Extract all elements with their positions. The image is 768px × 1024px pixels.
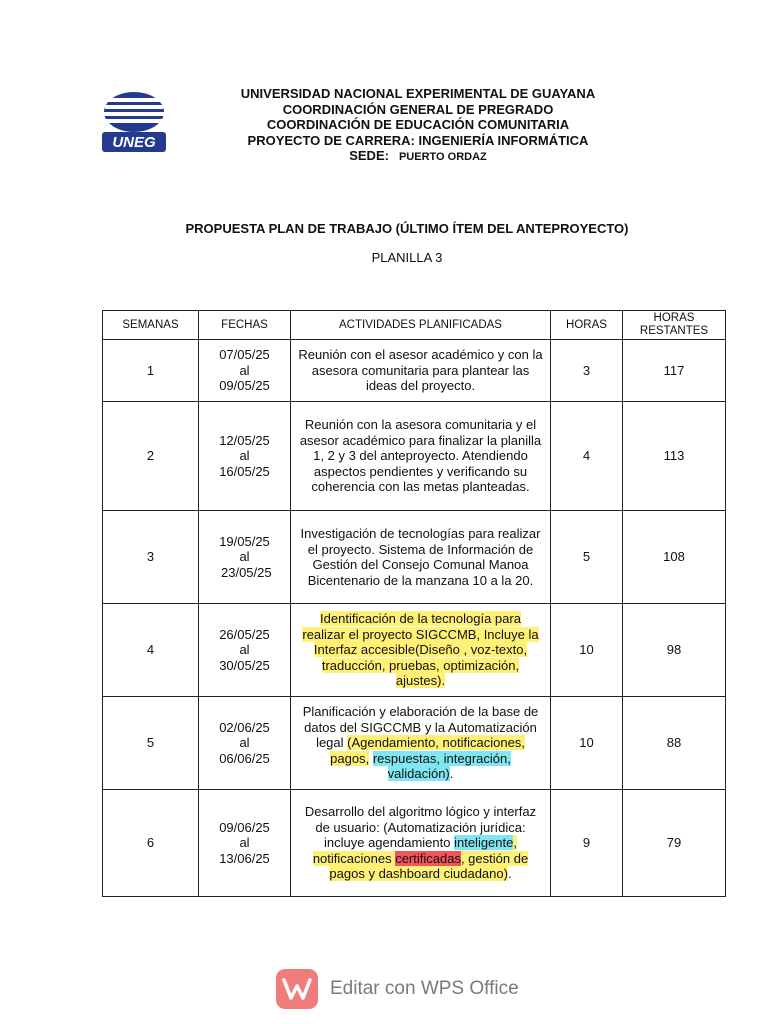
fecha-line: 23/05/25	[217, 564, 272, 580]
cell-horas: 9	[551, 790, 623, 897]
header-line-coordination-comunitaria: COORDINACIÓN DE EDUCACIÓN COMUNITARIA	[266, 117, 570, 132]
fecha-line: 19/05/25	[219, 533, 270, 549]
fecha-line: 09/06/25	[219, 819, 270, 835]
fecha-line: 12/05/25	[219, 432, 270, 448]
fecha-line: 02/06/25	[219, 719, 270, 735]
work-plan-table	[102, 310, 726, 897]
cell-horas: 4	[551, 402, 623, 511]
cell-horas-restantes: 108	[623, 511, 726, 604]
cell-fecha	[199, 604, 291, 697]
table-row	[103, 604, 726, 697]
table-header-row	[103, 311, 726, 340]
fecha-line: al	[239, 448, 250, 464]
fecha-line: al	[239, 835, 250, 851]
cell-actividad	[291, 697, 551, 790]
table-row	[103, 340, 726, 402]
cell-fecha	[199, 790, 291, 897]
header-fechas: FECHAS	[199, 311, 291, 340]
cell-horas-restantes: 113	[623, 402, 726, 511]
table-row	[103, 402, 726, 511]
wps-office-icon	[276, 969, 318, 1009]
actividad-segment: Planificación y elaboración de la base de datos del SIGCCMB y la Automatización legal	[302, 704, 539, 751]
header-line-university: UNIVERSIDAD NACIONAL EXPERIMENTAL DE GUAYANA	[240, 86, 596, 101]
cell-semana: 1	[103, 340, 199, 402]
header-actividades: ACTIVIDADES PLANIFICADAS	[291, 311, 551, 340]
fecha-line: 09/05/25	[219, 378, 270, 394]
actividad-segment: .	[449, 766, 454, 782]
table-body	[103, 340, 726, 897]
header-horas: HORAS	[551, 311, 623, 340]
cell-horas-restantes: 79	[623, 790, 726, 897]
fecha-line: al	[239, 735, 250, 751]
fecha-line: al	[239, 549, 250, 565]
table-row	[103, 697, 726, 790]
cell-fecha	[199, 511, 291, 604]
cell-semana: 5	[103, 697, 199, 790]
cell-semana: 2	[103, 402, 199, 511]
actividad-segment: Investigación de tecnologías para realizar el proyecto. Sistema de Información de Gestión del Consejo Comunal Manoa Bicentenario de la manzana 10 a la 20.	[300, 526, 541, 588]
header-line-coordination-pregrado: COORDINACIÓN GENERAL DE PREGRADO	[282, 101, 554, 117]
institution-header	[200, 86, 636, 166]
cell-fecha	[199, 697, 291, 790]
document-subtitle: PLANILLA 3	[371, 250, 443, 265]
fecha-line: al	[239, 362, 250, 378]
actividad-segment: inteligente	[454, 835, 514, 851]
header-horas-restantes: HORAS RESTANTES	[623, 311, 726, 340]
actividad-segment: Identificación de la tecnología para realizar el proyecto SIGCCMB, Incluye la Interfaz accesible(Diseño , voz-texto, traducción, pruebas, optimización, ajustes).	[302, 611, 539, 689]
fecha-line: 06/06/25	[219, 750, 270, 766]
fecha-line: 07/05/25	[219, 347, 270, 363]
document-title: PROPUESTA PLAN DE TRABAJO (ÚLTIMO ÍTEM DEL ANTEPROYECTO)	[185, 221, 629, 236]
cell-semana: 4	[103, 604, 199, 697]
wps-footer[interactable]	[276, 969, 519, 1009]
cell-actividad	[291, 340, 551, 402]
fecha-line: 30/05/25	[219, 657, 270, 673]
fecha-line: 16/05/25	[219, 463, 270, 479]
cell-actividad	[291, 511, 551, 604]
sede-value: PUERTO ORDAZ	[398, 151, 487, 163]
cell-fecha	[199, 402, 291, 511]
actividad-segment: Desarrollo del algoritmo lógico y interfaz de usuario: (Automatización jurídica: incluye agendamiento	[304, 804, 537, 851]
actividad-segment: .	[507, 866, 512, 882]
cell-horas-restantes: 88	[623, 697, 726, 790]
fecha-line: al	[239, 642, 250, 658]
cell-horas: 10	[551, 604, 623, 697]
cell-fecha	[199, 340, 291, 402]
cell-horas: 10	[551, 697, 623, 790]
actividad-segment: certificadas	[395, 850, 461, 866]
cell-actividad	[291, 402, 551, 511]
table-row	[103, 511, 726, 604]
cell-horas-restantes: 98	[623, 604, 726, 697]
header-line-sede	[200, 148, 636, 166]
uneg-logo	[102, 90, 166, 152]
table-row	[103, 790, 726, 897]
actividad-segment: , notificaciones	[312, 835, 517, 866]
actividad-segment: respuestas, integración, validación)	[372, 750, 511, 782]
logo-text: UNEG	[112, 134, 156, 151]
actividad-segment: , gestión de pagos y dashboard ciudadano)	[329, 850, 529, 882]
wps-footer-text: Editar con WPS Office	[330, 978, 519, 999]
header-line-project: PROYECTO DE CARRERA: INGENIERÍA INFORMÁTICA	[247, 132, 589, 148]
actividad-segment: Reunión con el asesor académico y con la asesora comunitaria para plantear las ideas del proyecto.	[298, 347, 543, 394]
header-semanas: SEMANAS	[103, 311, 199, 340]
cell-actividad	[291, 790, 551, 897]
cell-horas-restantes: 117	[623, 340, 726, 402]
sede-label: SEDE:	[349, 148, 389, 163]
cell-horas: 3	[551, 340, 623, 402]
cell-semana: 3	[103, 511, 199, 604]
actividad-segment: Reunión con la asesora comunitaria y el asesor académico para finalizar la planilla 1, 2 y 3 del anteproyecto. Atendiendo aspectos pendientes y verificando su coherencia con las metas planteadas.	[299, 417, 542, 495]
cell-horas: 5	[551, 511, 623, 604]
actividad-segment: (Agendamiento, notificaciones, pagos,	[330, 735, 525, 766]
cell-actividad	[291, 604, 551, 697]
cell-semana: 6	[103, 790, 199, 897]
fecha-line: 13/06/25	[219, 850, 270, 866]
fecha-line: 26/05/25	[219, 626, 270, 642]
